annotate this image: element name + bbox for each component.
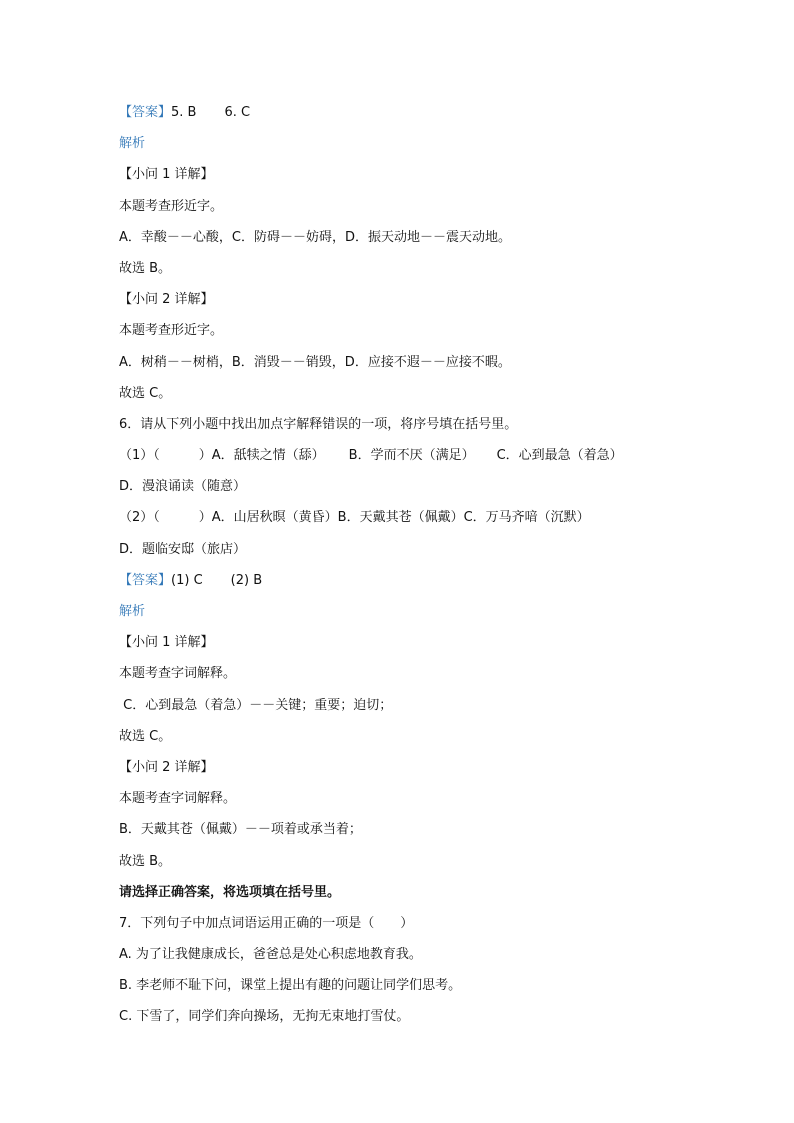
- subquestion-heading: 【小问 2 详解】: [119, 292, 214, 308]
- paragraph: A．幸酸－－心酸，C．防碍－－妨碍，D．振天动地－－震天动地。: [119, 229, 511, 245]
- question-6-part-1: [119, 443, 699, 474]
- paragraph: 本题考查字词解释。: [119, 666, 237, 682]
- option-text: C．心到最急（着急）: [496, 448, 623, 464]
- answer-tag: 【答案】: [119, 572, 172, 588]
- option-text: D．漫浪诵读（随意）: [119, 479, 247, 495]
- answer-text: 6. C: [224, 105, 251, 120]
- subquestion-heading: 【小问 1 详解】: [119, 635, 214, 651]
- answer-text: (1) C: [171, 572, 203, 588]
- option-text: D．题临安邸（旅店）: [119, 541, 247, 557]
- document-body: [119, 100, 699, 1036]
- option-b: B. 李老师不耻下问，课堂上提出有趣的问题让同学们思考。: [119, 978, 462, 994]
- subquestion-heading: 【小问 2 详解】: [119, 759, 214, 775]
- paragraph: 本题考查字词解释。: [119, 791, 237, 807]
- subquestion-heading: 【小问 1 详解】: [119, 167, 214, 183]
- paragraph: 本题考查形近字。: [119, 323, 224, 339]
- analysis-heading: 解析: [119, 136, 146, 152]
- paragraph: 故选 B。: [119, 853, 172, 869]
- answer-tag: 【答案】: [119, 105, 172, 120]
- paragraph: C．心到最急（着急）－－关键；重要；迫切；: [119, 697, 393, 713]
- question-7: 7．下列句子中加点词语运用正确的一项是（ ）: [119, 915, 414, 931]
- option-a: A. 为了让我健康成长，爸爸总是处心积虑地教育我。: [119, 947, 422, 963]
- question-6-part-2: （2）（ ）A．山居秋暝（黄昏）B．天戴其苍（佩戴）C．万马齐喑（沉默）: [119, 510, 590, 526]
- answer-text: (2) B: [230, 572, 263, 588]
- answer-line: [119, 100, 699, 131]
- answer-text: 5. B: [171, 105, 197, 120]
- answer-line: [119, 568, 699, 599]
- question-6: 6．请从下列小题中找出加点字解释错误的一项，将序号填在括号里。: [119, 416, 518, 432]
- paragraph: 本题考查形近字。: [119, 198, 224, 214]
- analysis-heading: 解析: [119, 604, 146, 619]
- option-c: C. 下雪了，同学们奔向操场，无拘无束地打雪仗。: [119, 1009, 410, 1025]
- paragraph: B．天戴其苍（佩戴）－－项着或承当着；: [119, 822, 362, 838]
- section-instruction: 请选择正确答案，将选项填在括号里。: [119, 884, 341, 900]
- paragraph: 故选 B。: [119, 260, 172, 276]
- option-text: （1）（ ）A．舐犊之情（舔）: [119, 448, 325, 464]
- paragraph: 故选 C。: [119, 385, 172, 401]
- option-text: B．学而不厌（满足）: [348, 448, 475, 464]
- paragraph: 故选 C。: [119, 728, 172, 744]
- paragraph: A．树稍－－树梢，B．消毁－－销毁，D．应接不遐－－应接不暇。: [119, 354, 511, 370]
